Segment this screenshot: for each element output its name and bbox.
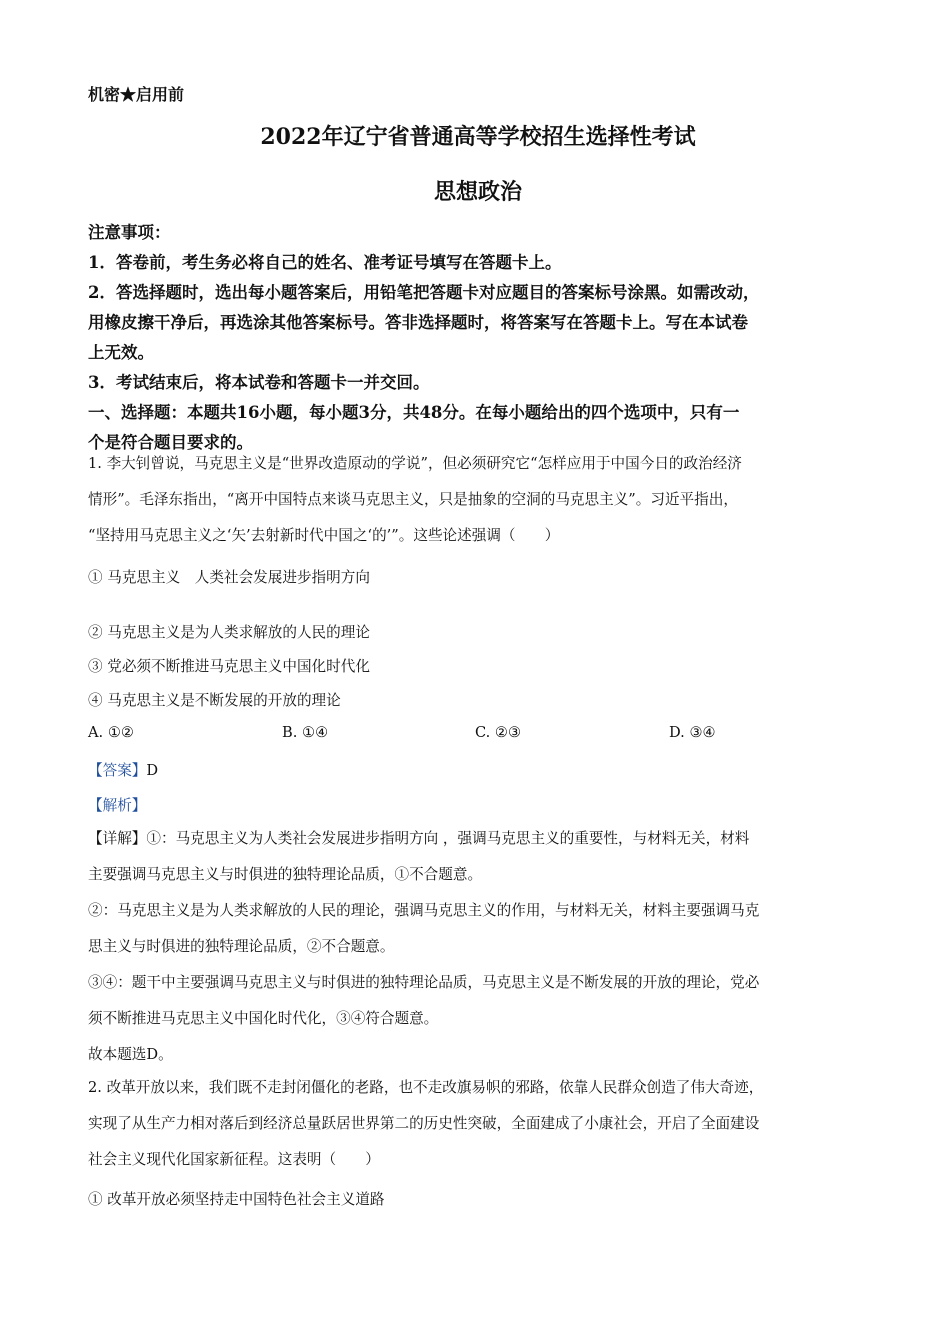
question-2-stem <box>88 1070 763 1178</box>
q1-conclusion: 故本题选D。 <box>88 1046 173 1063</box>
q1-detail <box>88 821 759 1037</box>
q1-option-1: ① 马克思主义 人类社会发展进步指明方向 <box>88 569 370 586</box>
note-line: 用橡皮擦干净后，再选涂其他答案标号。答非选择题时，将答案写在答题卡上。写在本试卷 <box>88 313 748 332</box>
question-1-stem <box>88 446 742 554</box>
notes-heading: 注意事项： <box>88 223 171 242</box>
section-heading-cont: 个是符合题目要求的。 <box>88 433 253 452</box>
detail-line: ③④：题干中主要强调马克思主义与时俱进的独特理论品质，马克思主义是不断发展的开放的理论，党必 <box>88 974 760 991</box>
detail-line: 思主义与时俱进的独特理论品质，②不合题意。 <box>88 938 395 955</box>
answer-label: 【答案】 <box>88 762 147 779</box>
answer-value: D <box>146 762 159 779</box>
section-heading: 一、选择题：本题共16小题，每小题3分，共48分。在每小题给出的四个选项中，只有一 <box>88 403 740 422</box>
choice-c: C. ②③ <box>475 724 522 741</box>
analysis-label: 【解析】 <box>88 797 147 814</box>
confidential-mark: 机密★启用前 <box>88 85 185 104</box>
detail-line: ②：马克思主义是为人类求解放的人民的理论，强调马克思主义的作用，与材料无关，材料主要强调马克 <box>88 902 760 919</box>
exam-title: 2022年辽宁省普通高等学校招生选择性考试 <box>260 124 696 150</box>
question-line: 情形”。毛泽东指出，“离开中国特点来谈马克思主义，只是抽象的空洞的马克思主义”。习近平指出， <box>88 491 738 508</box>
note-line: 上无效。 <box>88 343 154 362</box>
choice-d: D. ③④ <box>669 724 716 741</box>
detail-line: 【详解】①：马克思主义为人类社会发展进步指明方向 ，强调马克思主义的重要性，与材料无关，材料 <box>88 830 750 847</box>
detail-line: 主要强调马克思主义与时俱进的独特理论品质，①不合题意。 <box>88 866 483 883</box>
choice-b: B. ①④ <box>282 724 329 741</box>
note-line: 1．答卷前，考生务必将自己的姓名、准考证号填写在答题卡上。 <box>88 253 562 272</box>
question-line: 1. 李大钊曾说，马克思主义是“世界改造原动的学说”，但必须研究它“怎样应用于中国今日的政治经济 <box>88 455 742 472</box>
detail-line: 须不断推进马克思主义中国化时代化，③④符合题意。 <box>88 1010 439 1027</box>
q2-option-1: ① 改革开放必须坚持走中国特色社会主义道路 <box>88 1191 385 1208</box>
exam-notes <box>88 218 759 458</box>
choice-a: A. ①② <box>88 724 134 741</box>
question-line: 2. 改革开放以来，我们既不走封闭僵化的老路，也不走改旗易帜的邪路，依靠人民群众创造了伟大奇迹， <box>88 1079 764 1096</box>
q1-answer <box>88 759 158 780</box>
question-line: “坚持用马克思主义之‘矢’去射新时代中国之‘的’”。这些论述强调（ ） <box>88 527 560 544</box>
q1-option-3: ③ 党必须不断推进马克思主义中国化时代化 <box>88 658 370 675</box>
note-line: 3．考试结束后，将本试卷和答题卡一并交回。 <box>88 373 430 392</box>
subject-title: 思想政治 <box>433 179 522 205</box>
question-line: 实现了从生产力相对落后到经济总量跃居世界第二的历史性突破，全面建成了小康社会，开启了全面建设 <box>88 1115 760 1132</box>
note-line: 2．答选择题时，选出每小题答案后，用铅笔把答题卡对应题目的答案标号涂黑。如需改动， <box>88 283 760 302</box>
q1-option-2: ② 马克思主义是为人类求解放的人民的理论 <box>88 624 370 641</box>
q1-option-4: ④ 马克思主义是不断发展的开放的理论 <box>88 692 341 709</box>
question-line: 社会主义现代化国家新征程。这表明（ ） <box>88 1151 380 1168</box>
